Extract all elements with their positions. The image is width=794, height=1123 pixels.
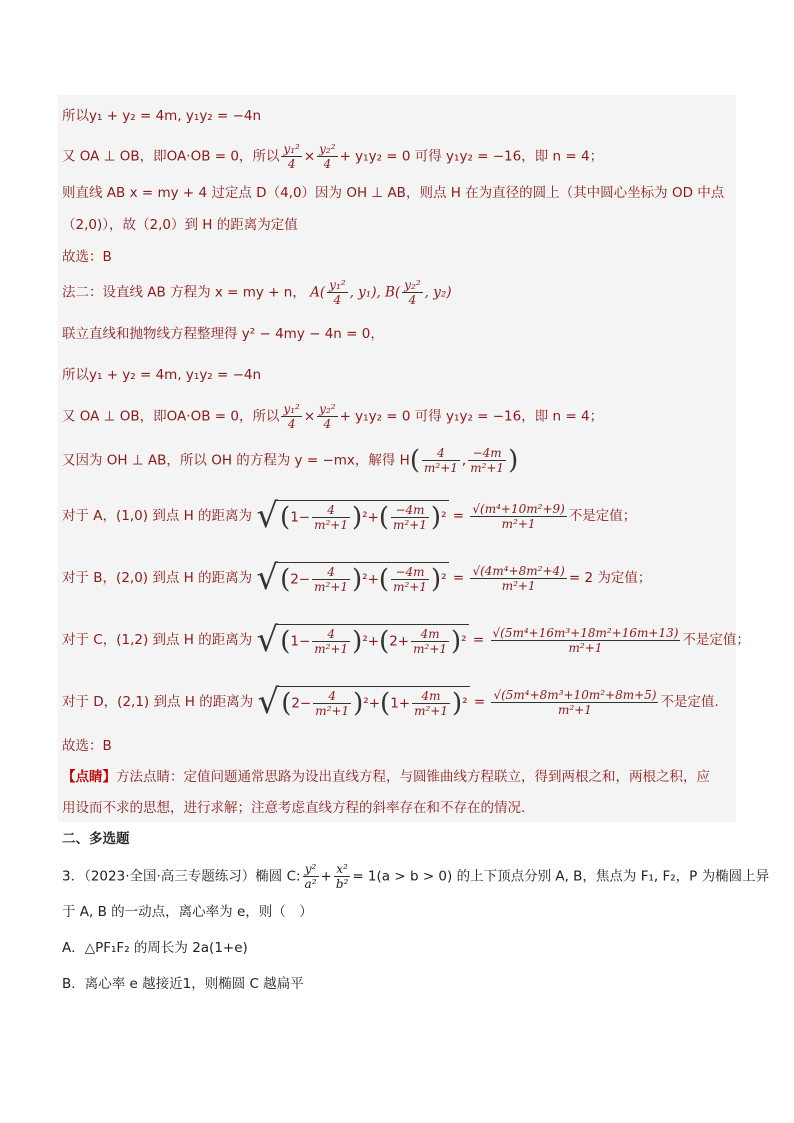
solution-line-4: （2,0)），故（2,0）到 H 的距离为定值	[62, 217, 298, 233]
tip-line-1: 【点睛】方法点睛：定值问题通常思路为设出直线方程，与圆锥曲线方程联立，得到两根之和，两根之积，应	[62, 769, 710, 785]
section-heading: 二、多选题	[62, 831, 130, 847]
answer-line-2: 故选：B	[62, 738, 112, 754]
question-3-line-1: 3．（2023·全国·高三专题练习）椭圆 C: $\frac{\text{y²}}{\text{a²}}$ + $\frac{\text{x²}}{\text{b²}}$ = 1(a > b > 0) 的上下顶点分别 A, B，焦点为 F₁, F₂，P 为椭圆上异	[62, 862, 770, 891]
option-b: B．离心率 e 越接近1，则椭圆 C 越扁平	[62, 976, 304, 992]
solution-line-1: 所以y₁ + y₂ = 4m, y₁y₂ = −4n	[62, 108, 262, 124]
option-c-analysis: 对于 C，(1,2) 到点 H 的距离为 √(1− $\frac{4}{\text{m²+1}}$ )²+(2+ $\frac{4m}{\text{m²+1}}$ )² = $\frac{\text{√(5m⁴+16m³+18m²+16m+13)}}{\text{m²+1}}$ 不是定值；	[62, 620, 750, 660]
solution-line-3: 则直线 AB x = my + 4 过定点 D（4,0）因为 OH ⊥ AB，则点 H 在为直径的圆上（其中圆心坐标为 OD 中点	[62, 185, 725, 201]
option-b-analysis: 对于 B，(2,0) 到点 H 的距离为 √(2− $\frac{4}{\text{m²+1}}$ )²+( $\frac{-4m}{\text{m²+1}}$ )² = $\frac{\text{√(4m⁴+8m²+4)}}{\text{m²+1}}$ = 2 为定值；	[62, 558, 652, 598]
solution-line-7: 联立直线和抛物线方程整理得 y² − 4my − 4n = 0，	[62, 326, 384, 342]
solution-line-2: 又 OA ⊥ OB，即OA·OB = 0，所以 $\frac{\text{y₁²}}{4}$ × $\frac{\text{y₂²}}{4}$ + y₁y₂ = 0 可得 y₁y₂ = −16，即 n = 4；	[62, 142, 604, 171]
answer-line-1: 故选：B	[62, 249, 112, 265]
tip-line-2: 用设而不求的思想，进行求解；注意考虑直线方程的斜率存在和不存在的情况.	[62, 800, 526, 816]
solution-line-8: 所以y₁ + y₂ = 4m, y₁y₂ = −4n	[62, 367, 262, 383]
question-3-line-2: 于 A, B 的一动点，离心率为 e，则（ ）	[62, 904, 313, 920]
tip-label: 【点睛】	[62, 769, 116, 785]
method-two-line: 法二：设直线 AB 方程为 x = my + n， A( $\frac{\text{y₁²}}{4}$ , y₁), B( $\frac{\text{y₂²}}{4}$ , y₂)	[62, 278, 452, 307]
solution-line-10: 又因为 OH ⊥ AB，所以 OH 的方程为 y = −mx，解得 H( $\frac{4}{\text{m²+1}}$ , $\frac{-4m}{\text{m²+1}}$ )	[62, 445, 519, 476]
option-a: A．△PF₁F₂ 的周长为 2a(1+e)	[62, 940, 248, 956]
solution-line-9: 又 OA ⊥ OB，即OA·OB = 0，所以 $\frac{\text{y₁²}}{4}$ × $\frac{\text{y₂²}}{4}$ + y₁y₂ = 0 可得 y₁y₂ = −16，即 n = 4；	[62, 402, 604, 431]
option-a-analysis: 对于 A，(1,0) 到点 H 的距离为 √(1− $\frac{4}{\text{m²+1}}$ )²+( $\frac{-4m}{\text{m²+1}}$ )² = $\frac{\text{√(m⁴+10m²+9)}}{\text{m²+1}}$ 不是定值；	[62, 496, 637, 536]
option-d-analysis: 对于 D，(2,1) 到点 H 的距离为 √(2− $\frac{4}{\text{m²+1}}$ )²+(1+ $\frac{4m}{\text{m²+1}}$ )² = $\frac{\text{√(5m⁴+8m³+10m²+8m+5)}}{\text{m²+1}}$ 不是定值.	[62, 682, 719, 722]
